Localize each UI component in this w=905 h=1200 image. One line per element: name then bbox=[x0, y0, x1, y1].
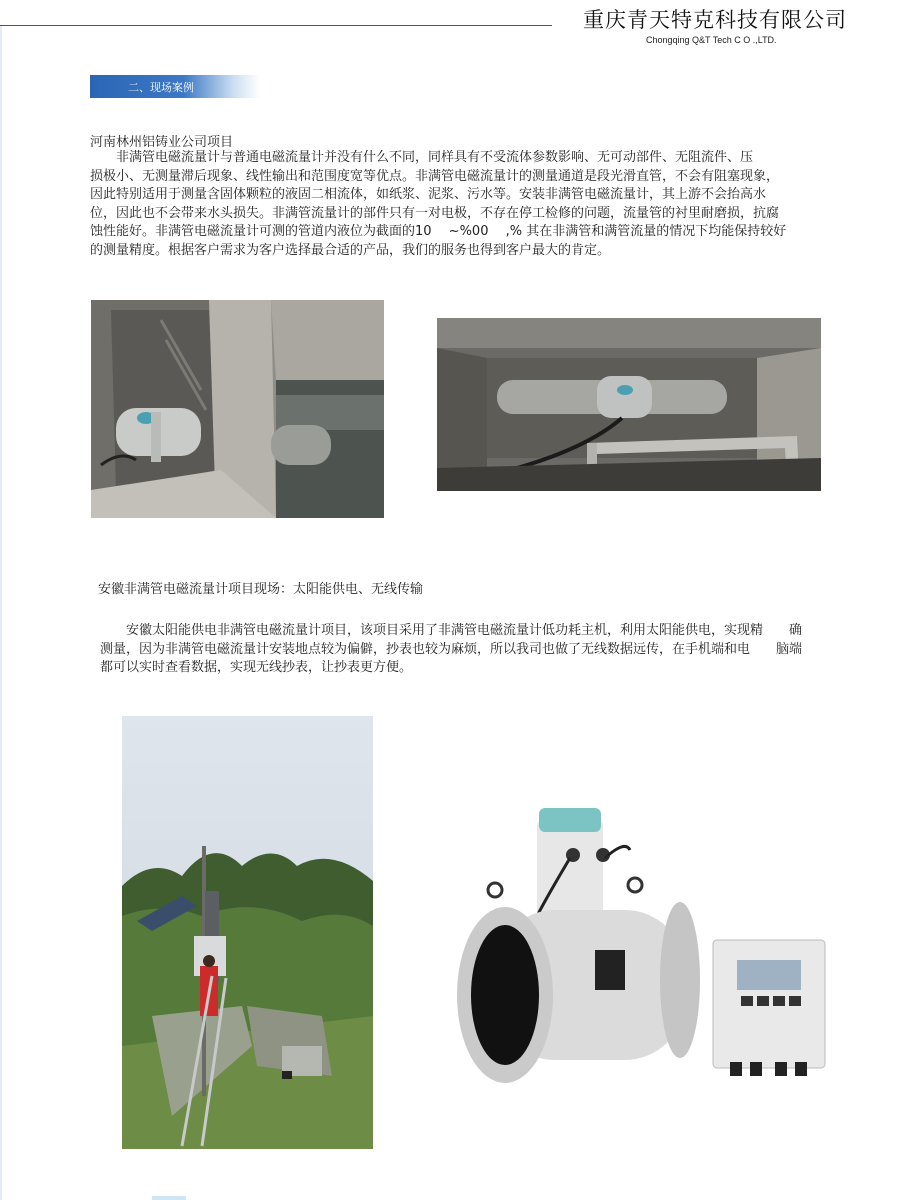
case1-line: 的测量精度。根据客户需求为客户选择最合适的产品，我们的服务也得到客户最大的肯定。 bbox=[90, 242, 611, 258]
case1-title: 河南林州铝铸业公司项目 bbox=[90, 135, 234, 150]
case1-line: 损极小、无测量滞后现象、线性输出和范围度宽等优点。非满管电磁流量计的测量通道是段光滑直管，不会有阻塞现象， bbox=[90, 168, 780, 184]
case2-line: 测量，因为非满管电磁流量计安装地点较为偏僻，抄表也较为麻烦，所以我司也做了无线数据远传，在手机端和电 脑端 bbox=[100, 641, 803, 657]
case2-line: 安徽太阳能供电非满管电磁流量计项目，该项目采用了非满管电磁流量计低功耗主机，利用太阳能供电，实现精 确 bbox=[100, 623, 803, 638]
case2-line: 都可以实时查看数据，实现无线抄表，让抄表更方便。 bbox=[100, 660, 413, 676]
case2-paragraph bbox=[100, 622, 870, 678]
product-photo-flowmeter bbox=[455, 800, 835, 1100]
page-corner-mark bbox=[152, 1196, 186, 1200]
case1-paragraph bbox=[90, 149, 870, 261]
section-heading-label: 二、现场案例 bbox=[128, 81, 194, 94]
site-photo-chamber-1 bbox=[91, 300, 384, 518]
company-name-cn: 重庆青天特克科技有限公司 bbox=[583, 8, 847, 32]
case1-line: 蚀性能好。非满管电磁流量计可测的管道内液位为截面的10 ~%00 ,% 其在非满管和满管流量的情况下均能保持较好 bbox=[90, 224, 787, 240]
case1-line: 位，因此也不会带来水头损失。非满管流量计的部件只有一对电极，不存在停工检修的问题，流量管的衬里耐磨损，抗腐 bbox=[90, 205, 780, 221]
case1-line: 非满管电磁流量计与普通电磁流量计并没有什么不同，同样具有不受流体参数影响、无可动部件、无阻流件、压 bbox=[90, 150, 754, 165]
page-edge-stripe bbox=[0, 26, 2, 1200]
site-photo-solar-installation bbox=[122, 716, 373, 1149]
case1-line: 因此特别适用于测量含固体颗粒的液固二相流体，如纸浆、泥浆、污水等。安装非满管电磁流量计，其上游不会抬高水 bbox=[90, 187, 767, 203]
case2-title: 安徽非满管电磁流量计项目现场：太阳能供电、无线传输 bbox=[98, 582, 424, 597]
site-photo-chamber-2 bbox=[437, 318, 821, 491]
company-name-en: Chongqing Q&T Tech C O .,LTD. bbox=[646, 35, 777, 45]
section-heading-bar bbox=[90, 75, 260, 98]
header-rule bbox=[0, 25, 552, 26]
